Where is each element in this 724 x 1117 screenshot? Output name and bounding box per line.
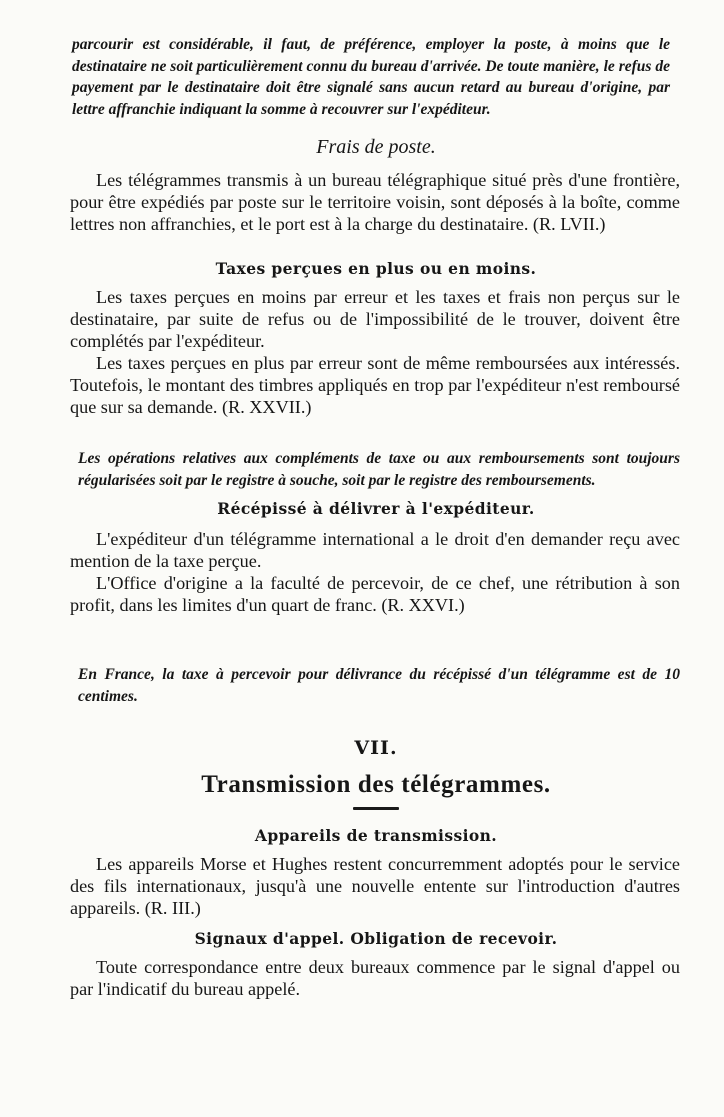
appareils-paragraph: Les appareils Morse et Hughes restent concurremment adoptés pour le service des fils internationaux, jusqu'à une nouvelle entente sur l'introduction d'autres appareils. (R. III.) [70,854,680,918]
recepisse-note: En France, la taxe à percevoir pour délivrance du récépissé d'un télégramme est de 10 centimes. [78,666,680,705]
recepisse-paragraph-2: L'Office d'origine a la faculté de percevoir, de ce chef, une rétribution à son profit, dans les limites d'un quart de franc. (R. XXVI.) [70,573,680,615]
signaux-paragraph: Toute correspondance entre deux bureaux commence par le signal d'appel ou par l'indicatif du bureau appelé. [70,957,680,999]
appareils-heading: Appareils de transmission. [254,826,498,845]
frais-de-poste-heading: Frais de poste. [316,136,436,158]
chapter-number: VII. [354,737,398,759]
taxes-note: Les opérations relatives aux compléments de taxe ou aux remboursements sont toujours régularisées soit par le registre à souche, soit par le registre des remboursements. [78,450,680,489]
frais-de-poste-paragraph: Les télégrammes transmis à un bureau télégraphique situé près d'une frontière, pour être expédiés par poste sur le territoire voisin, sont déposés à la boîte, comme lettres non affranchies, et le port est à la charge du destinataire. (R. LVII.) [70,170,680,234]
chapter-rule [353,807,399,810]
recepisse-paragraph-1: L'expéditeur d'un télégramme international a le droit d'en demander reçu avec mention de la taxe perçue. [70,529,680,571]
taxes-paragraph-2: Les taxes perçues en plus par erreur sont de même remboursées aux intéressés. Toutefois, le montant des timbres appliqués en trop par l'expéditeur n'est remboursé que sur sa demande. (R. XXVII.) [70,353,680,417]
chapter-title: Transmission des télégrammes. [201,771,551,798]
recepisse-heading: Récépissé à délivrer à l'expéditeur. [217,499,535,518]
taxes-heading: Taxes perçues en plus ou en moins. [215,259,537,278]
signaux-heading: Signaux d'appel. Obligation de recevoir. [194,929,558,948]
intro-note: parcourir est considérable, il faut, de préférence, employer la poste, à moins que le destinataire ne soit particulièrement connu du bureau d'arrivée. De toute manière, le refus de payement par le destinataire doit être signalé sans aucun retard au bureau d'origine, par lettre affranchie indiquant la somme à recouvrer sur l'expéditeur. [72,36,670,118]
taxes-paragraph-1: Les taxes perçues en moins par erreur et les taxes et frais non perçus sur le destinataire, par suite de refus ou de l'impossibilité de le trouver, doivent être complétés par l'expéditeur. [70,287,680,351]
